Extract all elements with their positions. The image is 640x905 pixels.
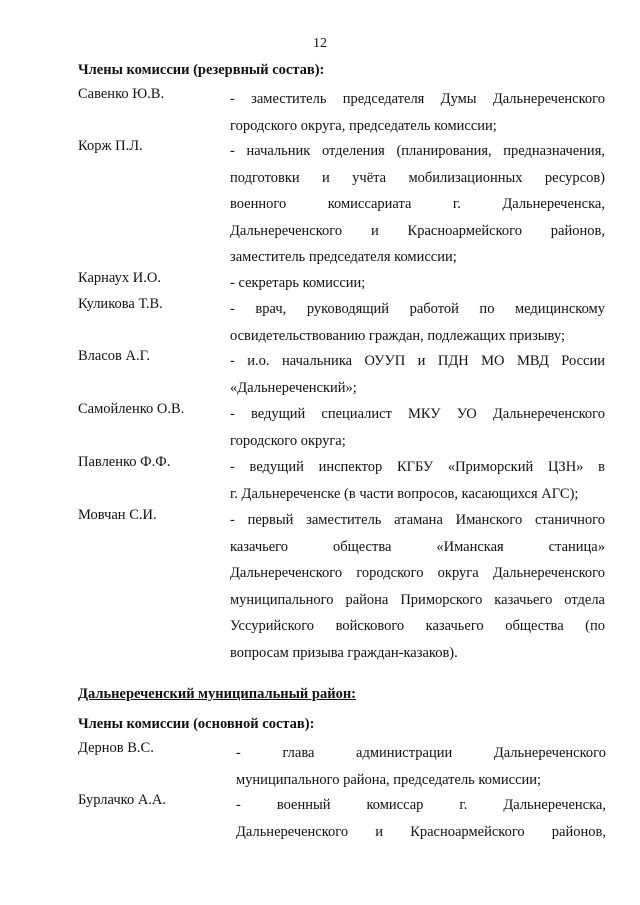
member-name: Павленко Ф.Ф. xyxy=(78,454,171,470)
member-role: - заместитель председателя Думы Дальнереченского городского округа, председатель комиссии; xyxy=(230,91,605,134)
member-name: Куликова Т.В. xyxy=(78,296,163,312)
member-name: Савенко Ю.В. xyxy=(78,86,165,102)
section-heading-main: Члены комиссии (основной состав): xyxy=(78,716,315,732)
member-role: - ведущий специалист МКУ УО Дальнереченского городского округа; xyxy=(230,406,605,449)
member-role: - военный комиссар г. Дальнереченска, Дальнереченского и Красноармейского районов, xyxy=(236,797,606,840)
member-name: Мовчан С.И. xyxy=(78,507,157,523)
member-role: - ведущий инспектор КГБУ «Приморский ЦЗН» в г. Дальнереченске (в части вопросов, касающихся АГС); xyxy=(230,459,605,502)
member-name: Карнаух И.О. xyxy=(78,270,161,286)
member-name: Самойленко О.В. xyxy=(78,401,185,417)
member-role: - первый заместитель атамана Иманского станичного казачьего общества «Иманская станица» Дальнереченского городского округа Дальнереченского муниципального района Приморского казачьего отдела Уссурийского войскового казачьего общества (по вопросам призыва граждан-казаков). xyxy=(230,512,605,661)
section-heading-reserve: Члены комиссии (резервный состав): xyxy=(78,62,325,78)
member-role: - глава администрации Дальнереченского муниципального района, председатель комиссии; xyxy=(236,745,606,788)
section-title-district: Дальнереченский муниципальный район: xyxy=(78,686,357,702)
member-name: Дернов В.С. xyxy=(78,740,154,756)
member-role: - врач, руководящий работой по медицинскому освидетельствованию граждан, подлежащих призыву; xyxy=(230,301,605,344)
member-name: Власов А.Г. xyxy=(78,348,150,364)
member-name: Бурлачко А.А. xyxy=(78,792,167,808)
member-role: - секретарь комиссии; xyxy=(230,275,366,291)
member-name: Корж П.Л. xyxy=(78,138,143,154)
member-role: - начальник отделения (планирования, предназначения, подготовки и учёта мобилизационных ресурсов) военного комиссариата г. Дальнереченска, Дальнереченского и Красноармейского районов, заместитель председателя комиссии; xyxy=(230,143,605,265)
member-role: - и.о. начальника ОУУП и ПДН МО МВД России «Дальнереченский»; xyxy=(230,353,605,396)
page-number: 12 xyxy=(313,36,327,51)
